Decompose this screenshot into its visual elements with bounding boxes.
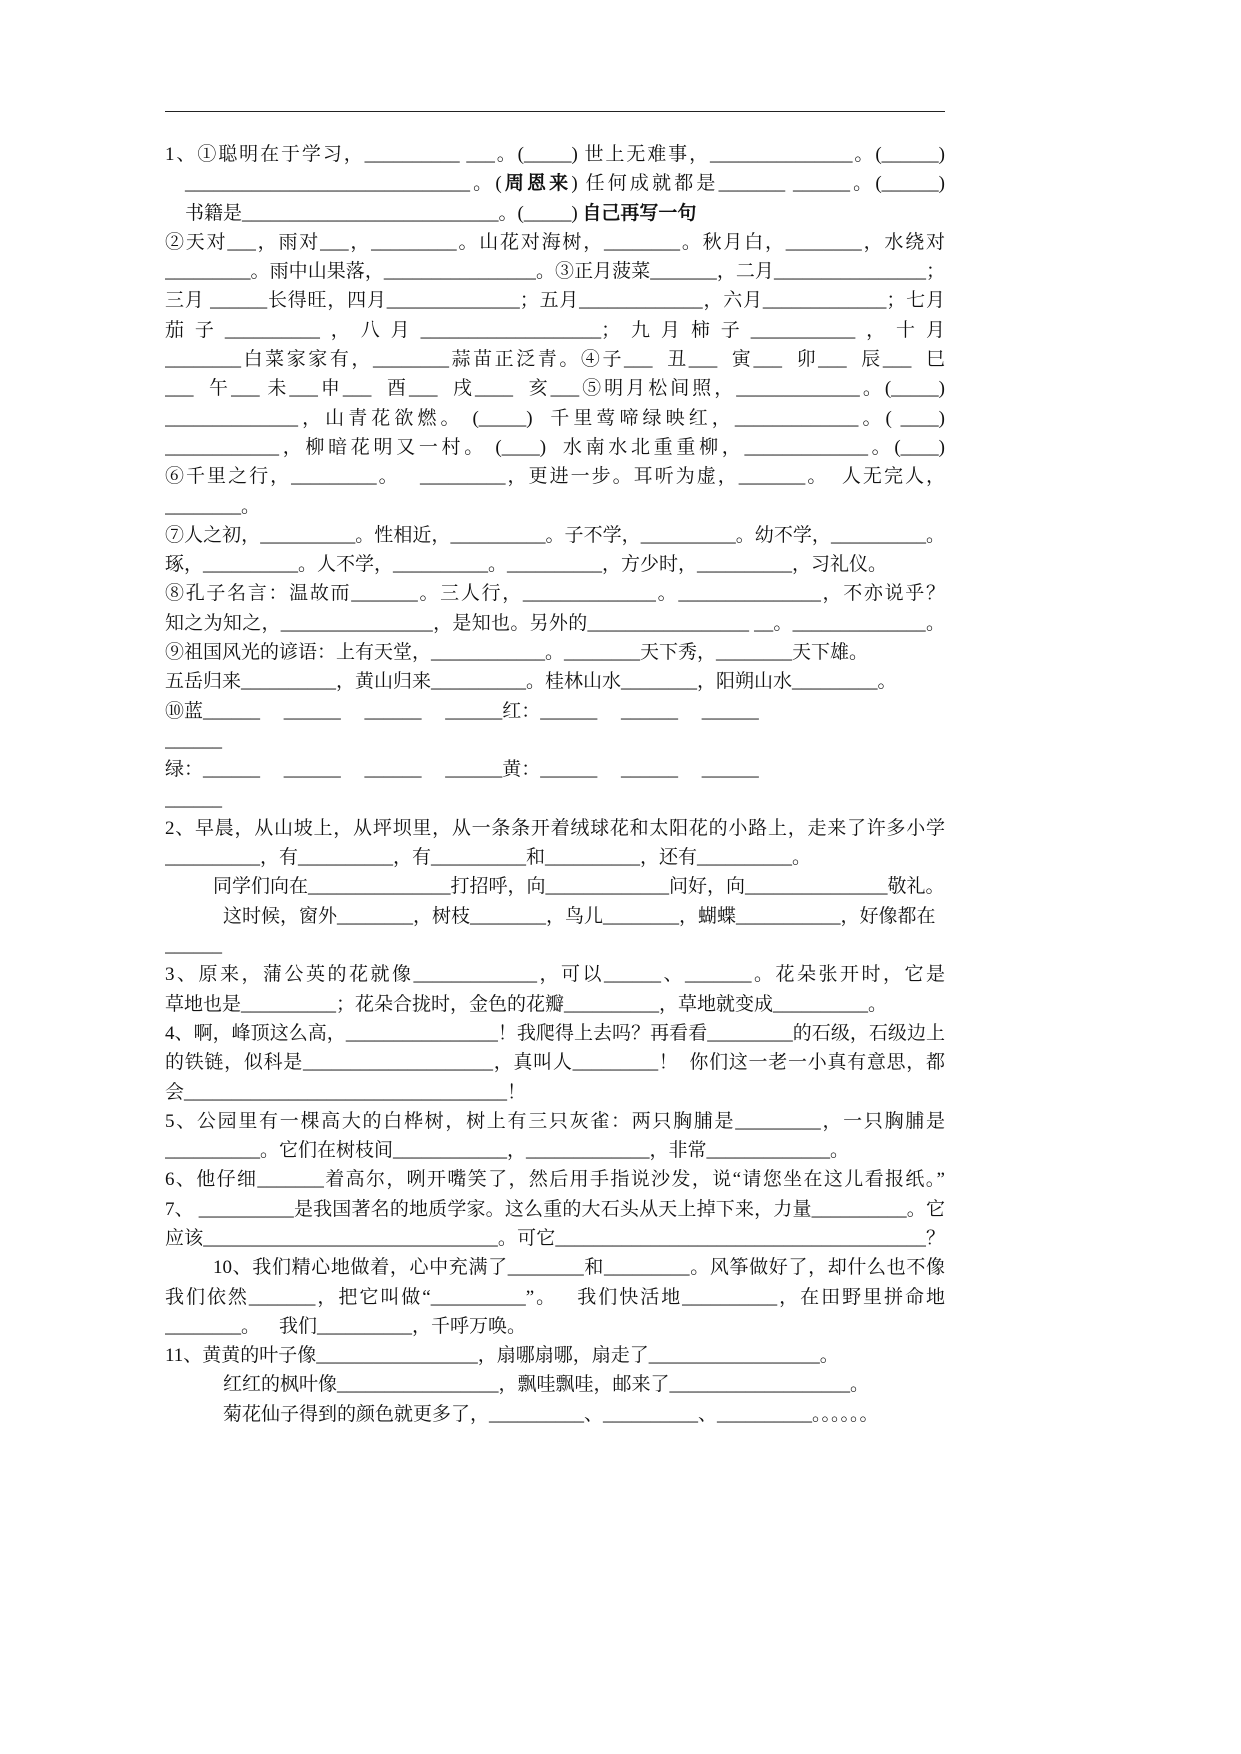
bold-text: 自己再写一句 (582, 201, 697, 224)
line-text: ________。 我们__________，千呼万唤。 (165, 1315, 527, 1337)
bold-text: 周恩来 (501, 172, 572, 195)
line-text: ______ (165, 788, 222, 810)
line-text: 应该_______________________________。可它_______________________________________？ (165, 1227, 945, 1249)
worksheet-line (165, 1370, 945, 1399)
line-text: ________白菜家家有，________蒜苗正泛青。④子___ 丑___ 寅___ 卯___ 辰___ 巳 (165, 349, 945, 371)
worksheet-line (165, 1019, 945, 1048)
line-text: 7、 __________是我国著名的地质学家。这么重的大石头从天上掉下来，力量__________。它 (165, 1198, 945, 1220)
worksheet-line (165, 931, 945, 960)
line-text: 绿：______ ______ ______ ______黄：______ ______ ______ (165, 759, 759, 781)
line-text: 2、早晨，从山坡上，从坪坝里，从一条条开着绒球花和太阳花的小路上，走来了许多小学 (165, 817, 945, 839)
worksheet-line (165, 1078, 945, 1107)
worksheet-line (165, 697, 945, 726)
worksheet-line (165, 140, 945, 169)
worksheet-line (165, 579, 945, 608)
worksheet-line (165, 345, 945, 374)
line-text: 4、啊，峰顶这么高，________________！我爬得上去吗？再看看_________的石级，石级边上 (165, 1022, 945, 1044)
worksheet-line (165, 609, 945, 638)
worksheet-line (165, 1253, 945, 1282)
worksheet-line (165, 228, 945, 257)
worksheet-line (165, 550, 945, 579)
line-text: ______________________________。( (185, 173, 502, 195)
worksheet-line (165, 1341, 945, 1370)
line-text: __________。它们在树枝间____________，_____________，非常_____________。 (165, 1140, 850, 1162)
worksheet-body (165, 140, 945, 1429)
line-text: 五岳归来__________，黄山归来__________。桂林山水________，阳朔山水_________。 (165, 671, 897, 693)
line-text: 茄子__________，八月___________________；九月柿子___________，十月 (165, 319, 945, 341)
line-text: ⑧孔子名言：温故而_______。三人行，______________。_______________，不亦说乎？ (165, 583, 945, 605)
worksheet-line (165, 404, 945, 433)
worksheet-line (165, 521, 945, 550)
line-text: 我们依然_______，把它叫做“__________”。 我们快活地__________，在田野里拼命地 (165, 1286, 945, 1308)
header-rule (165, 111, 945, 112)
line-text: ⑥千里之行，_________。 _________，更进一步。耳听为虚，_______。 人无完人， (165, 466, 945, 488)
line-text: ______ (165, 935, 222, 957)
line-text: ) 任何成就都是_______ ______。(______) (571, 173, 945, 195)
line-text: ______ (165, 729, 222, 751)
worksheet-line (165, 960, 945, 989)
worksheet-line (165, 1136, 945, 1165)
worksheet-line (165, 726, 945, 755)
worksheet-line (165, 1048, 945, 1077)
worksheet-line (165, 1400, 945, 1429)
line-text: 这时候，窗外________，树枝________，鸟儿________，蝴蝶___________，好像都在 (223, 905, 936, 927)
line-text: 11、黄黄的叶子像_________________，扇哪扇哪，扇走了__________________。 (165, 1345, 839, 1367)
worksheet-line (165, 785, 945, 814)
worksheet-line (165, 462, 945, 491)
line-text: _________。雨中山果落，________________。③正月菠菜_______，二月________________； (165, 261, 945, 283)
worksheet-line (165, 667, 945, 696)
line-text: 1、①聪明在于学习，__________ ___。(_____) 世上无难事，_______________。(______) (165, 144, 945, 165)
worksheet-line (165, 286, 945, 315)
worksheet-line (165, 1312, 945, 1341)
line-text: 的铁链，似科是____________________，真叫人_________！ 你们这一老一小真有意思，都 (165, 1052, 945, 1074)
line-text: 知之为知之，________________，是知也。另外的_________________ __。______________。 (165, 612, 945, 634)
line-text: 红红的枫叶像_________________，飘哇飘哇，邮来了___________________。 (223, 1374, 870, 1396)
line-text: 6、他仔细_______着高尔，咧开嘴笑了，然后用手指说沙发，说“请您坐在这儿看报纸。” (165, 1169, 945, 1191)
line-text: 书籍是___________________________。(_____) (185, 202, 583, 224)
worksheet-line (165, 199, 945, 228)
worksheet-line (165, 433, 945, 462)
line-text: 琢，__________。人不学，__________。__________，方少时，__________，习礼仪。 (165, 554, 888, 576)
line-text: ___ 午___ 未___申___ 酉___ 戌____ 亥___⑤明月松间照，_____________。(_____) (165, 378, 945, 400)
worksheet-line (165, 1224, 945, 1253)
worksheet-line (165, 902, 945, 931)
line-text: ②天对___，雨对___，_________。山花对海树，________。秋月白，________，水绕对 (165, 231, 945, 253)
worksheet-line (165, 1165, 945, 1194)
line-text: 三月 ______长得旺，四月______________；五月_____________，六月_____________；七月 (165, 290, 945, 312)
line-text: 菊花仙子得到的颜色就更多了，__________、__________、__________。。。。。。 (223, 1403, 879, 1425)
line-text: 同学们向在_______________打招呼，向_____________问好，向_______________敬礼。 (213, 876, 945, 898)
line-text: 会__________________________________！ (165, 1081, 527, 1103)
worksheet-line (165, 257, 945, 286)
line-text: ______________，山青花欲燃。 (_____) 千里莺啼绿映红，_____________。( ____) (165, 407, 945, 429)
worksheet-line (165, 843, 945, 872)
line-text: __________，有__________，有__________和__________，还有__________。 (165, 847, 812, 869)
line-text: 5、公园里有一棵高大的白桦树，树上有三只灰雀：两只胸脯是_________，一只胸脯是 (165, 1110, 945, 1132)
line-text: 3、原来，蒲公英的花就像_____________，可以______、_______。花朵张开时，它是 (165, 964, 945, 986)
worksheet-line (165, 1107, 945, 1136)
worksheet-line (165, 872, 945, 901)
worksheet-line (165, 169, 945, 198)
line-text: ⑦人之初，__________。性相近，__________。子不学，__________。幼不学，__________。 (165, 524, 945, 546)
worksheet-line (165, 814, 945, 843)
worksheet-line (165, 374, 945, 403)
worksheet-line (165, 1195, 945, 1224)
line-text: 草地也是__________；花朵合拢时，金色的花瓣__________，草地就变成__________。 (165, 993, 888, 1015)
worksheet-line (165, 316, 945, 345)
line-text: ____________，柳暗花明又一村。 (____) 水南水北重重柳，_____________。(____) (165, 436, 945, 458)
worksheet-line (165, 492, 945, 521)
line-text: 10、我们精心地做着，心中充满了________和_________。风筝做好了，却什么也不像 (213, 1257, 945, 1279)
line-text: ⑨祖国风光的谚语：上有天堂，____________。________天下秀，________天下雄。 (165, 642, 869, 664)
worksheet-line (165, 638, 945, 667)
worksheet-line (165, 755, 945, 784)
worksheet-line (165, 990, 945, 1019)
worksheet-line (165, 1283, 945, 1312)
line-text: ________。 (165, 495, 261, 517)
line-text: ⑩蓝______ ______ ______ ______红：______ ______ ______ (165, 700, 759, 722)
